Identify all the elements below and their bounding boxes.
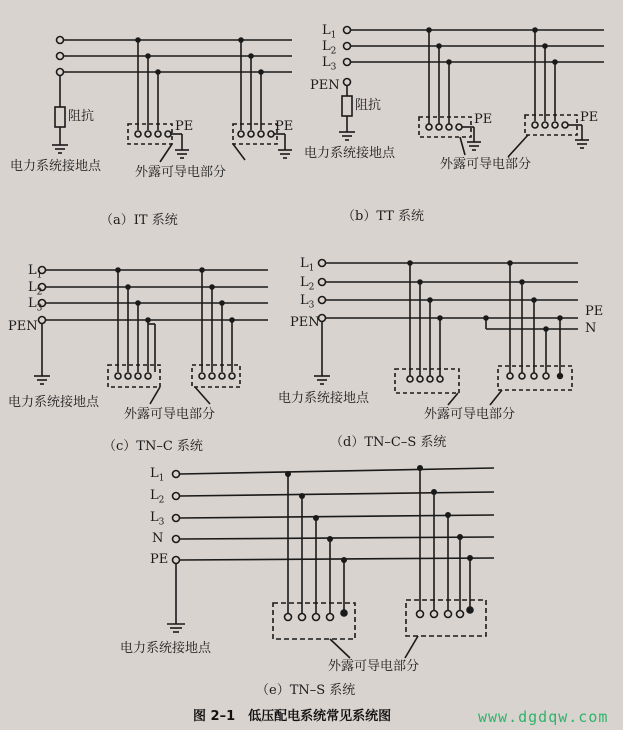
panel-d-pe-outlet-label: PE (585, 304, 604, 319)
panel-a-caption: （a）IT 系统 (100, 213, 178, 228)
panel-c-line-label: PEN (8, 319, 38, 334)
panel-a-impedance-label: 阻抗 (68, 109, 95, 124)
panel-d-line-label: $L_1$ (300, 256, 315, 274)
panel-b-pe-label-2: PE (580, 110, 599, 125)
panel-e-wiring (167, 468, 494, 658)
panel-b-earth-label: 电力系统接地点 (304, 146, 396, 161)
panel-c-exposed-label: 外露可导电部分 (124, 407, 216, 422)
panel-c-earth-label: 电力系统接地点 (8, 395, 100, 410)
panel-d-exposed-label: 外露可导电部分 (424, 407, 516, 422)
panel-b-impedance-label: 阻抗 (355, 98, 382, 113)
panel-b-caption: （b）TT 系统 (342, 209, 425, 224)
panel-c-line-label: $L_1$ (28, 263, 43, 281)
panel-c-line-label: $L_2$ (28, 280, 43, 298)
panel-b-line-label: $L_2$ (322, 39, 337, 57)
panel-d-n-outlet-label: N (585, 321, 597, 336)
panel-a-exposed-label: 外露可导电部分 (135, 165, 227, 180)
panel-e-line-label: $L_2$ (150, 488, 165, 506)
panel-e-caption: （e）TN–S 系统 (256, 683, 356, 698)
panel-a-earth-label: 电力系统接地点 (10, 159, 102, 174)
panel-d-line-label: PEN (290, 315, 320, 330)
panel-d-earth-label: 电力系统接地点 (278, 391, 370, 406)
panel-d-caption: （d）TN–C–S 系统 (330, 435, 447, 450)
watermark: www.dgdqw.com (478, 708, 609, 726)
panel-d-line-label: $L_3$ (300, 293, 315, 311)
panel-e-earth-label: 电力系统接地点 (120, 641, 212, 656)
panel-b-pe-label-1: PE (474, 112, 493, 127)
panel-e-line-label: N (152, 531, 164, 546)
panel-e-line-label: PE (150, 552, 169, 567)
panel-d-wiring (314, 260, 578, 406)
panel-a-pe-label-2: PE (275, 119, 294, 134)
panel-e-exposed-label: 外露可导电部分 (328, 659, 420, 674)
panel-d-line-label: $L_2$ (300, 275, 315, 293)
panel-a-wiring (52, 37, 292, 163)
panel-e-line-label: $L_3$ (150, 510, 165, 528)
panel-c-wiring (34, 267, 268, 405)
panel-c-caption: （c）TN–C 系统 (103, 439, 203, 454)
panel-b-line-label: $L_3$ (322, 55, 337, 73)
panel-b-line-label: PEN (310, 78, 340, 93)
panel-b-line-label: $L_1$ (322, 23, 337, 41)
panel-b-wiring (339, 27, 604, 158)
figure-title: 图 2–1 低压配电系统常见系统图 (193, 709, 392, 724)
panel-b-exposed-label: 外露可导电部分 (440, 157, 532, 172)
panel-c-line-label: $L_3$ (28, 296, 43, 314)
panel-e-line-label: $L_1$ (150, 466, 165, 484)
panel-a-pe-label-1: PE (175, 119, 194, 134)
